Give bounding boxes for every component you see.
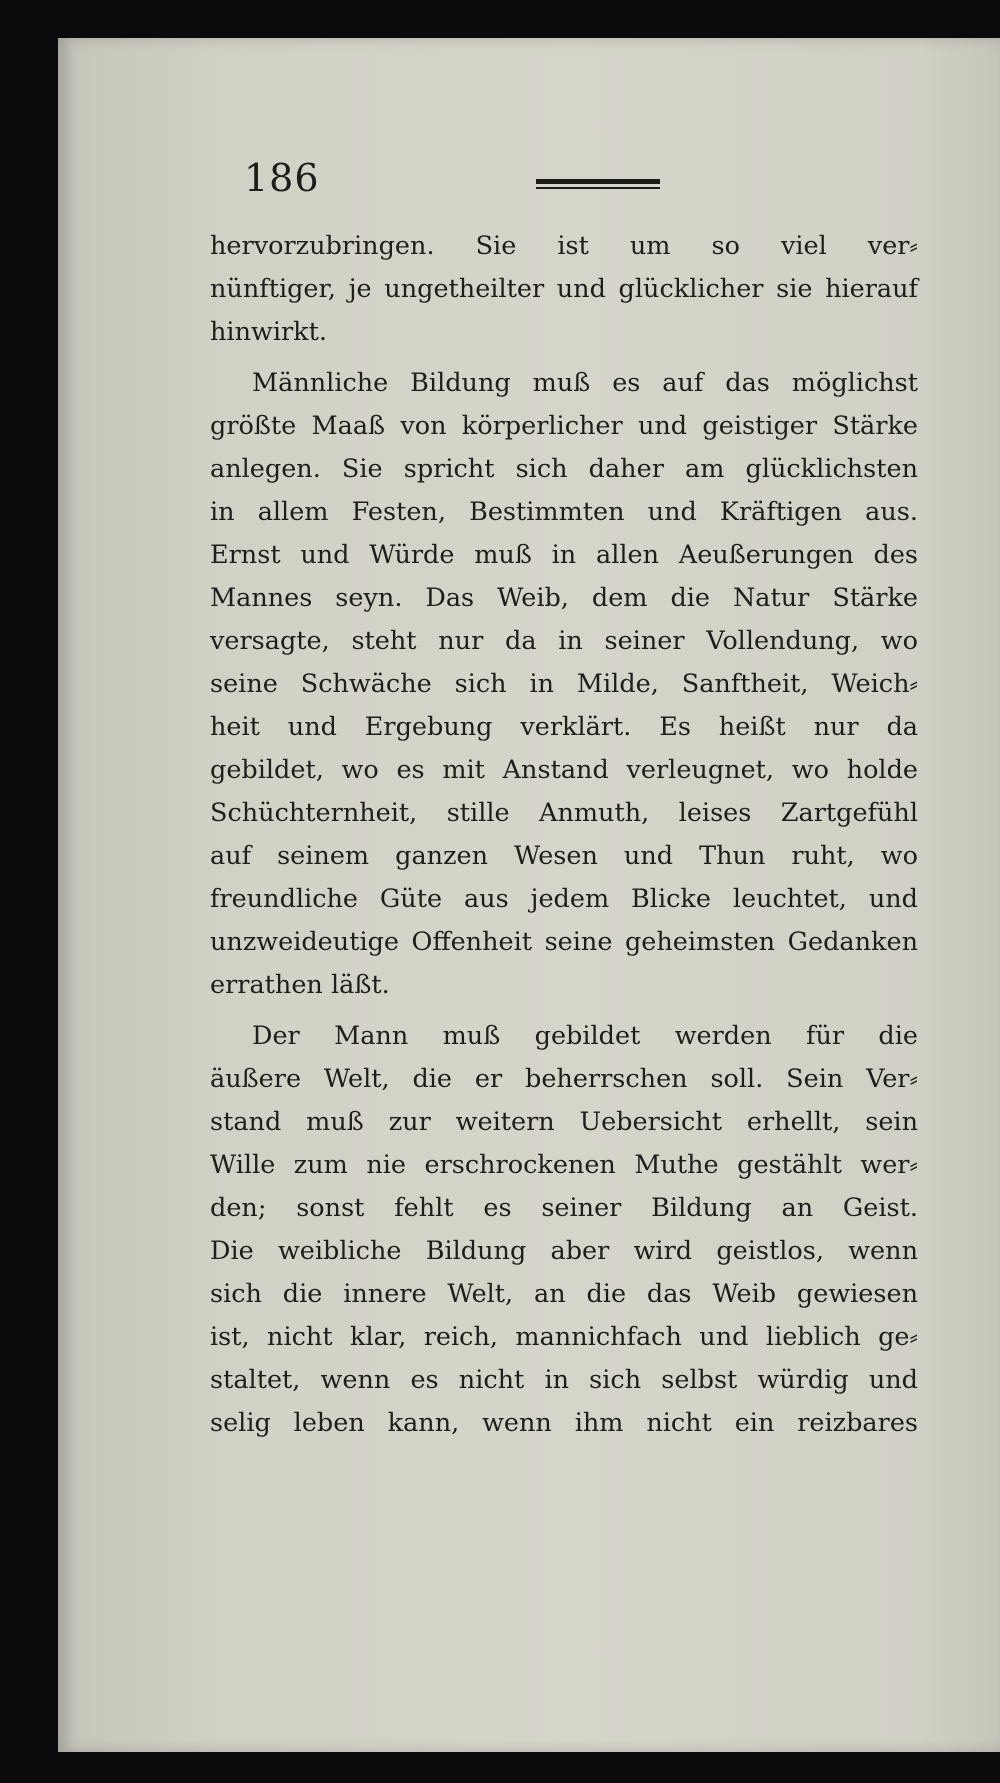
text-line: hinwirkt. <box>210 317 327 347</box>
text-line: in allem Festen, Bestimmten und Kräftigen aus. <box>210 497 918 527</box>
text-line: versagte, steht nur da in seiner Vollendung, wo <box>210 626 918 656</box>
text-line: nünftiger, je ungetheilter und glücklicher sie hierauf <box>210 274 918 304</box>
text-line: größte Maaß von körperlicher und geistiger Stärke <box>210 411 918 441</box>
text-line: staltet, wenn es nicht in sich selbst würdig und <box>210 1365 918 1395</box>
text-line: sich die innere Welt, an die das Weib gewiesen <box>210 1279 918 1309</box>
text-line: auf seinem ganzen Wesen und Thun ruht, wo <box>210 841 918 871</box>
paragraph-first-line: Der Mann muß gebildet werden für die <box>252 1021 918 1051</box>
text-line: gebildet, wo es mit Anstand verleugnet, wo holde <box>210 755 918 785</box>
text-line: Schüchternheit, stille Anmuth, leises Zartgefühl <box>210 798 918 828</box>
text-line: unzweideutige Offenheit seine geheimsten Gedanken <box>210 927 918 957</box>
text-line: Wille zum nie erschrockenen Muthe gestählt wer⸗ <box>210 1150 918 1180</box>
text-line: heit und Ergebung verklärt. Es heißt nur da <box>210 712 918 742</box>
text-line: seine Schwäche sich in Milde, Sanftheit, Weich⸗ <box>210 669 918 699</box>
book-page <box>58 38 1000 1752</box>
text-line: Mannes seyn. Das Weib, dem die Natur Stärke <box>210 583 918 613</box>
text-line: anlegen. Sie spricht sich daher am glücklichsten <box>210 454 918 484</box>
paragraph-first-line: Männliche Bildung muß es auf das möglichst <box>252 368 918 398</box>
text-line: ist, nicht klar, reich, mannichfach und lieblich ge⸗ <box>210 1322 918 1352</box>
text-line: hervorzubringen. Sie ist um so viel ver⸗ <box>210 231 918 261</box>
text-line: errathen läßt. <box>210 970 390 1000</box>
text-line: freundliche Güte aus jedem Blicke leuchtet, und <box>210 884 918 914</box>
text-line: selig leben kann, wenn ihm nicht ein reizbares <box>210 1408 918 1438</box>
text-line: stand muß zur weitern Uebersicht erhellt, sein <box>210 1107 918 1137</box>
text-line: Ernst und Würde muß in allen Aeußerungen des <box>210 540 918 570</box>
header-double-rule <box>536 179 660 189</box>
text-line: Die weibliche Bildung aber wird geistlos, wenn <box>210 1236 918 1266</box>
text-line: äußere Welt, die er beherrschen soll. Sein Ver⸗ <box>210 1064 918 1094</box>
page-number: 186 <box>244 156 320 200</box>
text-line: den; sonst fehlt es seiner Bildung an Geist. <box>210 1193 918 1223</box>
